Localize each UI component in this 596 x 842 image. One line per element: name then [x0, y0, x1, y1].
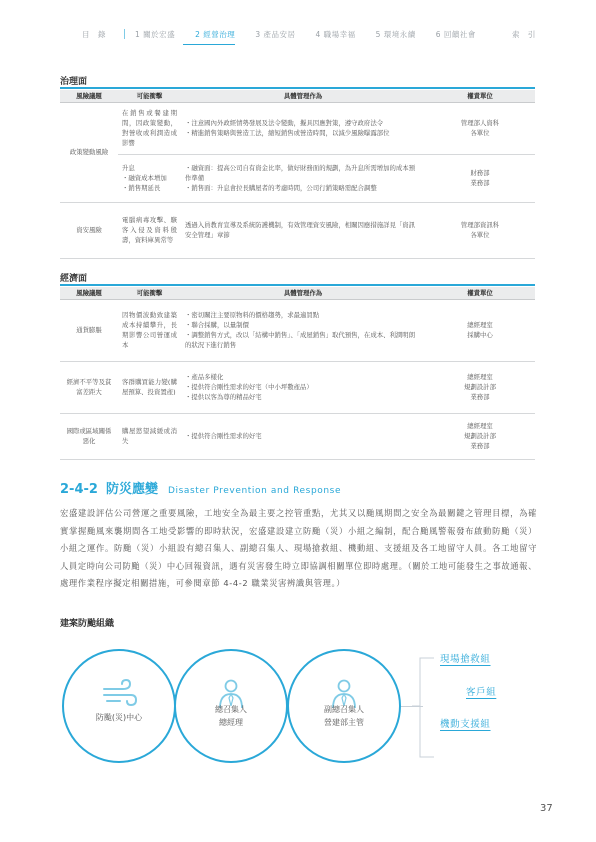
wind-icon	[101, 679, 137, 709]
table-row	[60, 413, 535, 459]
impact-cell: 因物價波動致建築成本持續攀升，長期影響公司營運成本	[118, 299, 181, 361]
action-item: ・精進銷售策略與營造工法，縮短銷售或營造時間，以減少風險曝露部位	[185, 129, 390, 137]
impact-cell: 在銷售或餐建期間，因政策變動，對營收或利潤造成影響	[118, 102, 181, 154]
unit-cell: 總經理室 規劃設計部 業務部	[425, 361, 535, 413]
column-header: 風險議題	[60, 90, 118, 102]
table-row	[60, 154, 535, 202]
action-item: 透過入員教育宣導及系統防護機制，有效管理資安風險，相關因應措施詳見「資訊安全管理」章節	[185, 221, 416, 239]
action-cell	[181, 202, 425, 258]
section-number: 2-4-2	[60, 482, 98, 497]
table-row	[60, 299, 535, 361]
unit-cell: 總經理室 採購中心	[425, 299, 535, 361]
column-header: 可能衝擊	[118, 287, 181, 299]
column-header: 權責單位	[425, 90, 535, 102]
nav-item-workplace[interactable]: 4 職場幸福	[315, 29, 356, 39]
nav-item-governance[interactable]: 2 經營治理	[195, 29, 236, 39]
action-item: ・注意國內外政經情勢發展及法令變動，擬具因應對策，遵守政府法令	[185, 119, 384, 127]
impact-cell: 客群購買能力變(購屋預算、投資置產)	[118, 361, 181, 413]
column-header: 可能衝擊	[118, 90, 181, 102]
org-node-label: 防颱(災)中心	[95, 713, 143, 722]
table-row	[60, 361, 535, 413]
action-item: ・聯合採購，以量制價	[185, 321, 249, 329]
impact-cell: 升息 ・融資成本增加 ・銷售期延長	[118, 154, 181, 202]
economic-risk-table	[60, 287, 535, 460]
page-number: 37	[540, 803, 553, 814]
risk-cell: 經濟不平等及貧富差距大	[60, 361, 118, 413]
action-item: ・產品多樣化	[185, 373, 224, 381]
nav-item-product[interactable]: 3 產品安居	[255, 29, 296, 39]
action-item: ・調整銷售方式，改以「結構中銷售」、「成屋銷售」取代預售，在成本、利潤明朗的狀況下進行銷售	[185, 331, 416, 349]
action-item: ・密切關注主要原物料的價格趨勢，求最適買點	[185, 311, 320, 319]
org-node-general-convener	[174, 649, 288, 763]
risk-cell: 資安風險	[60, 202, 118, 258]
economic-title-bar	[60, 284, 535, 286]
table-row	[60, 102, 535, 154]
risk-cell: 通貨膨脹	[60, 299, 118, 361]
action-cell	[181, 154, 425, 202]
section-title-english: Disaster Prevention and Response	[167, 486, 342, 496]
unit-cell: 總經理室 規劃設計部 業務部	[425, 413, 535, 459]
org-chart-title: 建案防颱組織	[60, 619, 115, 629]
team-customer: 客戶組	[466, 687, 497, 698]
action-item: ・提供符合剛性需求的好宅	[185, 432, 262, 440]
action-item: ・提供符合剛性需求的好宅（中小坪數產品）	[185, 383, 313, 391]
action-cell	[181, 413, 425, 459]
section-heading	[60, 478, 341, 497]
nav-item-about[interactable]: 1 關於宏盛	[135, 29, 176, 39]
active-tab-underline	[183, 44, 235, 45]
action-item: ・提供以客為尊的精品好宅	[185, 393, 262, 401]
org-node-label: 總召集人 總經理	[215, 705, 247, 727]
body-paragraph: 宏盛建設評估公司營運之重要風險，工地安全為最主要之控管重點，尤其又以颱風期間之安全為最關鍵之管理目標，為確實掌握颱風來襲期間各工地受影響的即時狀況，宏盛建設建立防颱（災）小組之編制，配合颱風警報發布啟動防颱（災）小組之運作。防颱（災）小組設有總召集人、副總召集人、現場搶救組、機動組、支援組及各工地留守人員。各工地留守人員定時向公司防颱（災）中心回報資訊，遇有災害發生時立即協調相關單位即時處理。（關於工地可能發生之事故通報、處理作業程序擬定相關措施，可參閱章節 4-4-2 職業災害辨識與管理。）	[60, 508, 537, 588]
governance-title: 治理面	[60, 77, 88, 87]
column-header: 權責單位	[425, 287, 535, 299]
action-cell	[181, 102, 425, 154]
governance-risk-table	[60, 90, 535, 259]
org-node-center	[62, 649, 176, 763]
nav-item-society[interactable]: 6 回饋社會	[435, 29, 476, 39]
action-item: ・銷售面：升息會拉長購屋者的考慮時間，公司行銷策略需配合調整	[185, 184, 377, 192]
impact-cell: 電腦病毒攻擊、駭客入侵及資料殷壽，資料庫異常等	[118, 202, 181, 258]
impact-cell: 購屋慾望減緩或消失	[118, 413, 181, 459]
risk-cell: 政策變動風險	[60, 102, 118, 202]
org-node-deputy-convener	[287, 649, 401, 763]
column-header: 具體管理作為	[181, 90, 425, 102]
action-cell	[181, 299, 425, 361]
economic-title: 經濟面	[60, 274, 88, 284]
nav-item-environment[interactable]: 5 環境永續	[375, 29, 416, 39]
unit-cell: 管理部資訊科 各單位	[425, 202, 535, 258]
top-navigation	[72, 28, 556, 40]
unit-cell: 財務部 業務部	[425, 154, 535, 202]
unit-cell: 管理部人資科 各單位	[425, 102, 535, 154]
team-mobile-support: 機動支援組	[440, 719, 491, 730]
org-bracket	[412, 657, 434, 758]
column-header: 具體管理作為	[181, 287, 425, 299]
governance-title-bar	[60, 87, 535, 89]
team-rescue: 現場搶救組	[440, 654, 491, 665]
nav-index[interactable]: 索 引	[511, 29, 536, 39]
section-title: 防災應變	[105, 482, 158, 497]
nav-toc[interactable]: 目 錄	[82, 29, 106, 39]
table-row	[60, 202, 535, 258]
org-node-label: 副總召集人 營建部主管	[324, 705, 364, 727]
action-cell	[181, 361, 425, 413]
risk-cell: 國際或區域關係惡化	[60, 413, 118, 459]
action-item: ・融資面：提高公司自有資金比率，做好財務面的規劃，為升息所需增加的成本預作準備	[185, 164, 416, 182]
column-header: 風險議題	[60, 287, 118, 299]
